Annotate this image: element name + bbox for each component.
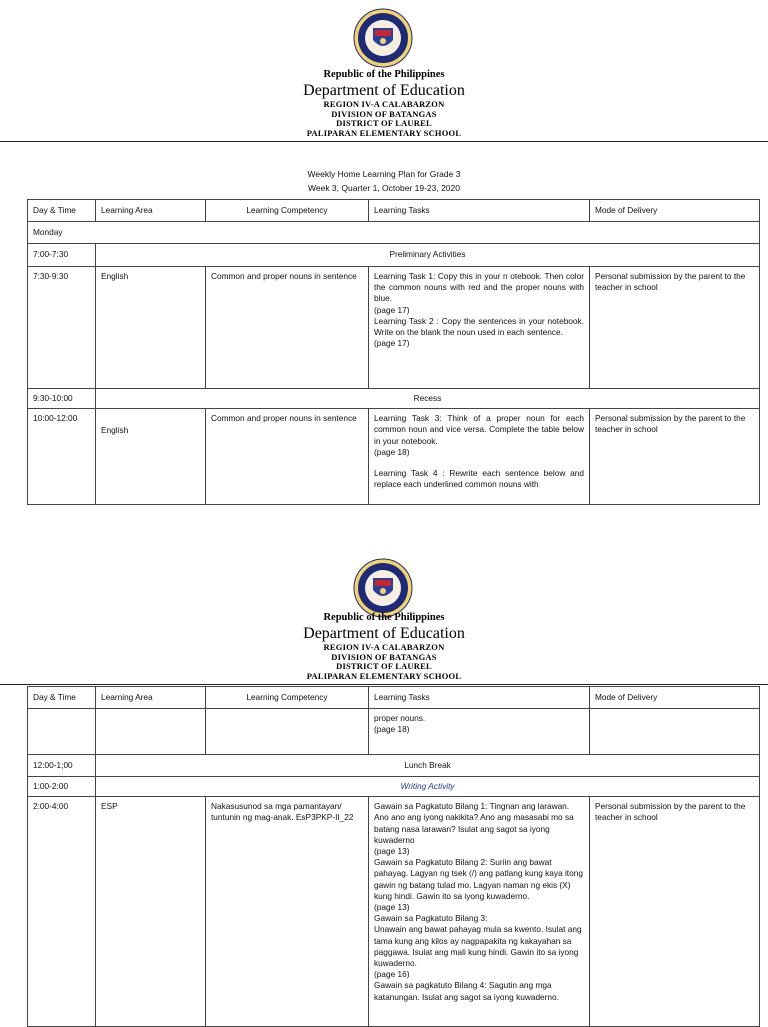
col-header-learning-area: Learning Area: [96, 687, 206, 709]
task-text: Learning Task 2 : Copy the sentences in your notebook. Write on the blank the noun used in each sentence.: [374, 315, 584, 338]
district-heading: DISTRICT OF LAUREL: [336, 661, 432, 671]
learning-area-cell: English: [96, 267, 206, 389]
task-text: (page 13): [374, 902, 410, 913]
task-text: Learning Task 4 : Rewrite each sentence below and replace each underlined common nouns with: [374, 468, 584, 490]
district-heading: DISTRICT OF LAUREL: [336, 118, 432, 128]
school-heading: PALIPARAN ELEMENTARY SCHOOL: [306, 671, 462, 681]
republic-heading: Republic of the Philippines: [323, 69, 445, 80]
spacer: [374, 458, 584, 468]
plan-title: Weekly Home Learning Plan for Grade 3: [307, 169, 461, 179]
task-text: (page 13): [374, 846, 410, 857]
col-header-learning-competency: Learning Competency: [206, 687, 369, 709]
col-header-mode-of-delivery: Mode of Delivery: [590, 687, 760, 709]
competency-cell: Nakasusunod sa mga pamantayan/ tuntunin ng mag-anak. EsP3PKP-II_22: [206, 797, 369, 1027]
tasks-cell: [369, 709, 590, 755]
col-header-learning-competency: Learning Competency: [206, 200, 369, 222]
task-text: (page 16): [374, 969, 410, 980]
republic-heading: Republic of the Philippines: [323, 612, 445, 623]
table-row: [28, 389, 760, 409]
delivery-cell: Personal submission by the parent to the teacher in school: [590, 797, 760, 1027]
col-header-learning-tasks: Learning Tasks: [369, 200, 590, 222]
table-header-row: [28, 687, 760, 709]
learning-plan-table-page2: [27, 686, 760, 1027]
activity-label: Recess: [96, 389, 760, 409]
task-text: Learning Task 3: Think of a proper noun for each common noun and vice versa. Complete the table below in your notebook.: [374, 413, 584, 446]
region-heading: REGION IV-A CALABARZON: [323, 642, 445, 652]
table-row: [28, 755, 760, 777]
delivery-cell: [590, 709, 760, 755]
task-text: Gawain sa pagkatuto Bilang 4: Sagutin ang mga katanungan. Isulat ang sagot sa iyong kuwaderno.: [374, 980, 559, 1002]
table-row: [28, 244, 760, 267]
table-row: [28, 777, 760, 797]
task-text: Unawain ang bawat pahayag mula sa kwento. Isulat ang tama kung ang kilos ay nagpapakita ng kakayahan sa paggawa. Isulat ang mali kung hindi. Gawin ito sa iyong kuwaderno.: [374, 924, 582, 969]
table-row: [28, 797, 760, 1027]
division-heading: DIVISION OF BATANGAS: [331, 651, 437, 662]
task-text: (page 17): [374, 338, 410, 349]
deped-seal-icon: [353, 8, 413, 68]
division-heading: DIVISION OF BATANGAS: [331, 108, 437, 119]
department-heading: Department of Education: [303, 82, 465, 99]
task-text: (page 17): [374, 304, 410, 315]
task-text: (page 18): [374, 446, 410, 457]
task-text: (page 18): [374, 724, 410, 735]
task-text: Learning Task 1: Copy this in your n otebook. Then color the common nouns with red and the proper nouns with blue.: [374, 271, 584, 304]
time-cell: 2:00-4:00: [28, 797, 96, 1027]
table-row: [28, 409, 760, 505]
deped-seal-icon: [353, 558, 413, 618]
time-cell: 9:30-10:00: [28, 389, 96, 409]
time-cell: 1:00-2:00: [28, 777, 96, 797]
competency-cell: [206, 709, 369, 755]
header-divider: [0, 141, 768, 142]
col-header-day-time: Day & Time: [28, 687, 96, 709]
learning-area-cell: ESP: [96, 797, 206, 1027]
time-cell: [28, 709, 96, 755]
table-row: [28, 709, 760, 755]
activity-label: Lunch Break: [96, 755, 760, 777]
activity-label: Writing Activity: [96, 777, 760, 797]
tasks-cell: [369, 409, 590, 505]
table-row: [28, 267, 760, 389]
delivery-cell: Personal submission by the parent to the teacher in school: [590, 267, 760, 389]
col-header-mode-of-delivery: Mode of Delivery: [590, 200, 760, 222]
region-heading: REGION IV-A CALABARZON: [323, 99, 445, 109]
time-cell: 12:00-1;00: [28, 755, 96, 777]
learning-area-cell: [96, 709, 206, 755]
day-row: [28, 222, 760, 244]
activity-label: Preliminary Activities: [96, 244, 760, 267]
col-header-learning-area: Learning Area: [96, 200, 206, 222]
task-text: proper nouns.: [374, 713, 426, 723]
school-heading: PALIPARAN ELEMENTARY SCHOOL: [306, 128, 462, 138]
time-cell: 7:30-9:30: [28, 267, 96, 389]
day-label: Monday: [28, 222, 760, 244]
department-heading: Department of Education: [303, 625, 465, 642]
learning-area-cell: English: [96, 409, 206, 505]
learning-plan-table-page1: [27, 199, 760, 505]
table-header-row: [28, 200, 760, 222]
time-cell: 10:00-12:00: [28, 409, 96, 505]
task-text: Gawain sa Pagkatuto Bilang 3:: [374, 913, 488, 924]
task-text: Gawain sa Pagkatuto Bilang 2: Suriin ang bawat pahayag. Lagyan ng tsek (/) ang patlang kung kaya itong gawin ng batang tulad mo. Lagyan naman ng ekis (X) kung hindi. Gawin ito sa iyong kuwaderno.: [374, 857, 583, 901]
time-cell: 7:00-7:30: [28, 244, 96, 267]
plan-subtitle: Week 3, Quarter 1, October 19-23, 2020: [308, 183, 460, 193]
tasks-cell: [369, 797, 590, 1027]
delivery-cell: Personal submission by the parent to the teacher in school: [590, 409, 760, 505]
competency-cell: Common and proper nouns in sentence: [206, 267, 369, 389]
task-text: Gawain sa Pagkatuto Bilang 1: Tingnan ang larawan. Ano ano ang iyong nakikita? Ano ang masasabi mo sa batang nasa larawan? Isulat ang sagot sa iyong kuwaderno: [374, 801, 574, 845]
col-header-day-time: Day & Time: [28, 200, 96, 222]
tasks-cell: [369, 267, 590, 389]
col-header-learning-tasks: Learning Tasks: [369, 687, 590, 709]
competency-cell: Common and proper nouns in sentence: [206, 409, 369, 505]
header-divider: [0, 684, 768, 685]
